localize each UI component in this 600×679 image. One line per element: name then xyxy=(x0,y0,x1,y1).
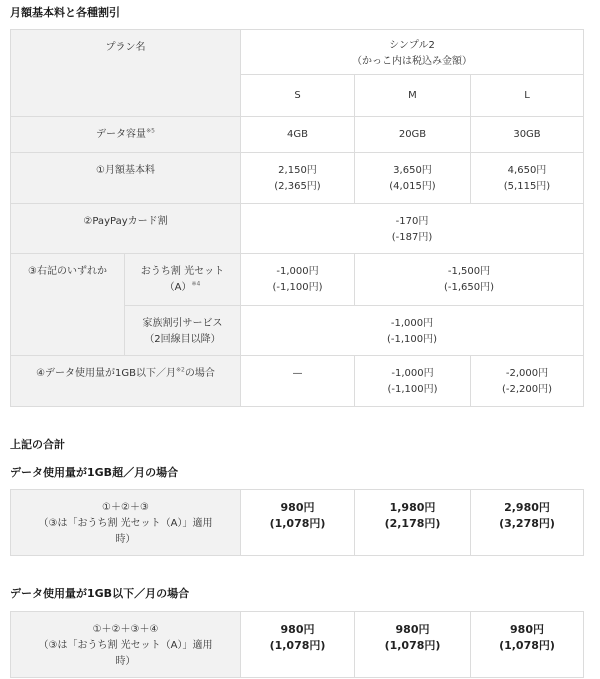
data-capacity-label: データ容量$^{※5}$ xyxy=(11,117,241,153)
total-under-1gb-label: ①＋②＋③＋④ （③は「おうち割 光セット（A）」適用 時） xyxy=(11,612,241,678)
size-l-header: L xyxy=(471,75,584,117)
section-title-base-fee: 月額基本料と各種割引 xyxy=(10,6,120,19)
total-over-1gb-l: 2,980円 (3,278円) xyxy=(471,490,584,556)
either-discount-label: ③右記のいずれか xyxy=(11,254,125,356)
data-capacity-s: 4GB xyxy=(241,117,355,153)
paypay-discount-value: -170円 (-187円) xyxy=(241,204,584,254)
total-under-1gb-table xyxy=(10,611,584,678)
low-usage-discount-m: -1,000円 (-1,100円) xyxy=(355,356,471,407)
ouchi-discount-label: おうち割 光セット $(A)^{※4}$ xyxy=(125,254,241,306)
paypay-discount-label: ②PayPayカード割 xyxy=(11,204,241,254)
plan-title-header: シンプル2 （かっこ内は税込み金額） xyxy=(241,30,584,75)
low-usage-discount-l: -2,000円 (-2,200円) xyxy=(471,356,584,407)
base-fee-m: 3,650円 (4,015円) xyxy=(355,153,471,204)
total-over-1gb-label: ①＋②＋③ （③は「おうち割 光セット（A）」適用 時） xyxy=(11,490,241,556)
total-under-1gb-l: 980円 (1,078円) xyxy=(471,612,584,678)
subtitle-over-1gb: データ使用量が1GB超／月の場合 xyxy=(10,466,179,479)
ouchi-discount-s: -1,000円 (-1,100円) xyxy=(241,254,355,306)
low-usage-discount-label: ④データ使用量が1GB以下／月$^{※2}$の場合 xyxy=(11,356,241,407)
total-over-1gb-m: 1,980円 (2,178円) xyxy=(355,490,471,556)
total-under-1gb-s: 980円 (1,078円) xyxy=(241,612,355,678)
ouchi-discount-ml: -1,500円 (-1,650円) xyxy=(355,254,584,306)
total-over-1gb-table xyxy=(10,489,584,556)
size-m-header: M xyxy=(355,75,471,117)
data-capacity-m: 20GB xyxy=(355,117,471,153)
subtitle-under-1gb: データ使用量が1GB以下／月の場合 xyxy=(10,587,190,600)
base-fee-table xyxy=(10,29,584,407)
family-discount-label: 家族割引サービス （2回線目以降） xyxy=(125,306,241,356)
total-under-1gb-m: 980円 (1,078円) xyxy=(355,612,471,678)
base-fee-label: ①月額基本料 xyxy=(11,153,241,204)
total-over-1gb-s: 980円 (1,078円) xyxy=(241,490,355,556)
size-s-header: S xyxy=(241,75,355,117)
base-fee-s: 2,150円 (2,365円) xyxy=(241,153,355,204)
data-capacity-l: 30GB xyxy=(471,117,584,153)
low-usage-discount-s: — xyxy=(241,356,355,407)
family-discount-value: -1,000円 (-1,100円) xyxy=(241,306,584,356)
plan-name-header: プラン名 xyxy=(11,30,241,117)
base-fee-l: 4,650円 (5,115円) xyxy=(471,153,584,204)
section-title-total: 上記の合計 xyxy=(10,438,65,451)
